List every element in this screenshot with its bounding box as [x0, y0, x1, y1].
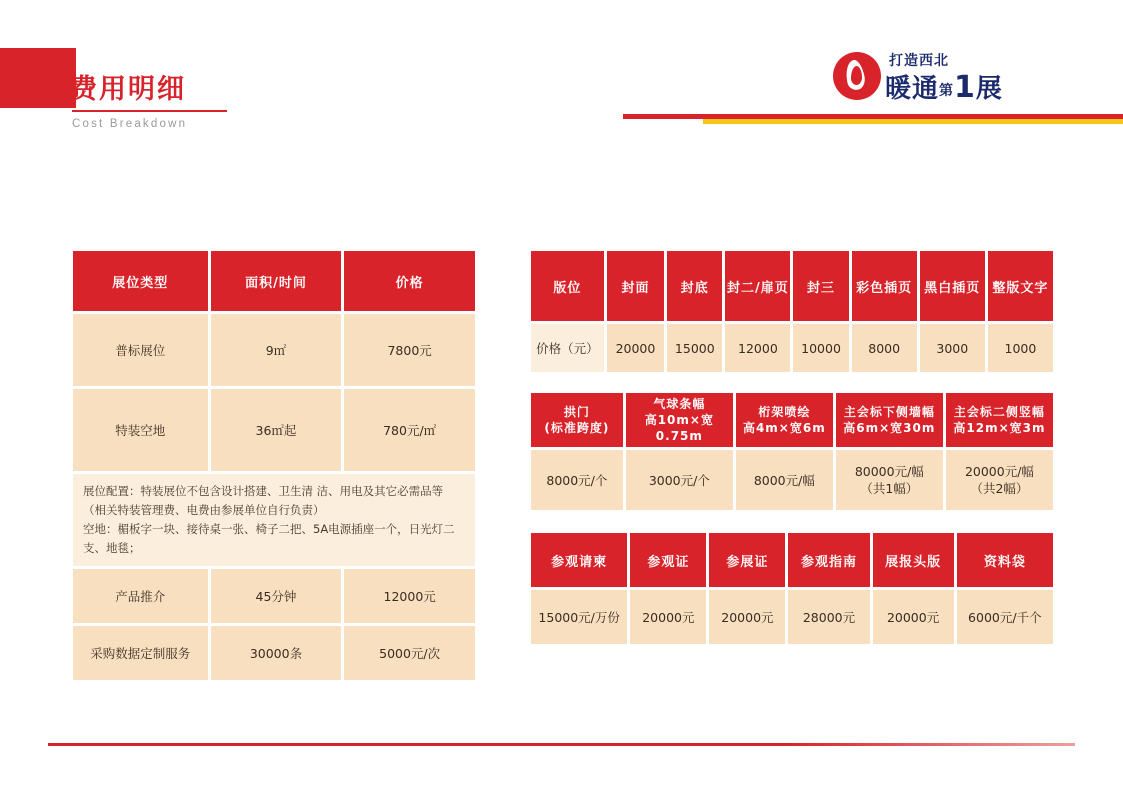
cell-price-bw-insert: 3000: [920, 324, 985, 372]
cell-product-promo-price: 12000元: [344, 569, 475, 623]
col-header-main-banner-vertical: [946, 393, 1053, 447]
col-header-visitor-guide: 参观指南: [788, 533, 869, 587]
header-color-bars: [623, 114, 1123, 124]
table-row: [531, 450, 1053, 510]
cell-price-truss-line1: 8000元/幅: [753, 472, 815, 488]
cell-data-service-qty: 30000条: [211, 626, 342, 680]
page-subtitle: Cost Breakdown: [72, 118, 188, 130]
col-header-front-cover: 封面: [607, 251, 665, 321]
col-header-balloon-banner: [626, 393, 733, 447]
outdoor-ad-table: [528, 390, 1056, 513]
cell-price-front-cover: 20000: [607, 324, 665, 372]
cell-price-arch: [531, 450, 623, 510]
col-header-inside-front: 封二/扉页: [725, 251, 790, 321]
col-header-area-time: 面积/时间: [211, 251, 342, 311]
cell-standard-booth-name: 普标展位: [73, 314, 208, 386]
outdoor-ad-grid: [528, 390, 1056, 513]
logo-title-part1: 暖通: [885, 74, 940, 104]
table-row: [73, 569, 475, 623]
col-header-main-vertical-line1: 主会标二侧竖幅: [953, 405, 1045, 419]
ad-placement-grid: [528, 248, 1056, 375]
col-header-booth-type: 展位类型: [73, 251, 208, 311]
col-header-newspaper-header: 展报头版: [873, 533, 954, 587]
cell-product-promo-name: 产品推介: [73, 569, 208, 623]
cell-standard-booth-price: 7800元: [344, 314, 475, 386]
cell-price-truss: [736, 450, 833, 510]
cell-product-promo-time: 45分钟: [211, 569, 342, 623]
visitor-material-table: [528, 530, 1056, 647]
col-header-arch: [531, 393, 623, 447]
cell-data-service-price: 5000元/次: [344, 626, 475, 680]
table-header-row: [73, 251, 475, 311]
table-header-row: [531, 393, 1053, 447]
cell-price-visitor-badge: 20000元: [630, 590, 706, 644]
col-header-truss-print: [736, 393, 833, 447]
col-header-arch-line2: (标准跨度): [544, 421, 610, 435]
col-header-inside-back: 封三: [793, 251, 848, 321]
cell-price-main-vertical-line2: （共2幅）: [970, 481, 1029, 496]
table-row: [531, 590, 1053, 644]
cell-price-exhibitor-badge: 20000元: [709, 590, 785, 644]
cell-price-main-lower-line1: 80000元/幅: [854, 464, 924, 479]
cell-price-invitation: 15000元/万份: [531, 590, 627, 644]
col-header-truss-line1: 桁架喷绘: [758, 405, 811, 419]
col-header-balloon-line2: 高10m×宽0.75m: [644, 413, 714, 443]
logo-title: [885, 68, 1003, 105]
table-header-row: [531, 251, 1053, 321]
logo-title-number: 1: [954, 70, 976, 105]
col-header-balloon-line1: 气球条幅: [653, 397, 706, 411]
cell-price-newspaper-header: 20000元: [873, 590, 954, 644]
table-row: [73, 389, 475, 471]
cell-price-inside-back: 10000: [793, 324, 848, 372]
cell-price-main-lower-line2: （共1幅）: [860, 481, 919, 496]
footer-divider: [48, 743, 1075, 746]
table-note-row: [73, 474, 475, 566]
cell-standard-booth-area: 9㎡: [211, 314, 342, 386]
header-bar-yellow: [703, 119, 1123, 124]
cell-price-main-vertical-line1: 20000元/幅: [964, 464, 1034, 479]
col-header-price: 价格: [344, 251, 475, 311]
table-header-row: [531, 533, 1053, 587]
col-header-invitation: 参观请柬: [531, 533, 627, 587]
logo-title-small: 第: [939, 83, 955, 99]
col-header-visitor-badge: 参观证: [630, 533, 706, 587]
header-accent-block: [0, 48, 76, 108]
cell-data-service-name: 采购数据定制服务: [73, 626, 208, 680]
cell-price-visitor-guide: 28000元: [788, 590, 869, 644]
ad-placement-table: [528, 248, 1056, 375]
col-header-main-lower-line1: 主会标下侧墙幅: [843, 405, 935, 419]
cell-custom-space-area: 36㎡起: [211, 389, 342, 471]
col-header-main-vertical-line2: 高12m×宽3m: [953, 421, 1046, 435]
col-header-full-page-text: 整版文字: [988, 251, 1053, 321]
col-header-bw-insert: 黑白插页: [920, 251, 985, 321]
flame-icon: [833, 52, 881, 100]
cell-price-main-lower: [836, 450, 943, 510]
booth-配置-note: [73, 474, 475, 566]
row-label-price: 价格（元）: [531, 324, 604, 372]
col-header-main-banner-lower: [836, 393, 943, 447]
cell-price-inside-front: 12000: [725, 324, 790, 372]
table-row: [73, 314, 475, 386]
note-line-3: 空地：楣板字一块、接待桌一张、椅子二把、5A电源插座一个，日光灯二支、地毯；: [83, 522, 455, 555]
cell-custom-space-name: 特装空地: [73, 389, 208, 471]
cell-price-main-vertical: [946, 450, 1053, 510]
visitor-material-grid: [528, 530, 1056, 647]
col-header-placement: 版位: [531, 251, 604, 321]
table-row: [73, 626, 475, 680]
cell-price-material-bag: 6000元/千个: [957, 590, 1053, 644]
booth-price-table: [70, 248, 478, 683]
cell-price-balloon: [626, 450, 733, 510]
cell-price-arch-line1: 8000元/个: [546, 472, 608, 488]
brand-logo: [833, 48, 1063, 106]
note-line-2: （相关特装管理费、电费由参展单位自行负责）: [83, 503, 325, 517]
booth-price-table-grid: [70, 248, 478, 683]
page-title: 费用明细: [70, 74, 186, 105]
cell-price-balloon-line1: 3000元/个: [648, 472, 710, 488]
note-line-1: 展位配置：特装展位不包含设计搭建、卫生清 洁、用电及其它必需品等: [83, 484, 444, 498]
cell-price-color-insert: 8000: [852, 324, 917, 372]
table-row: [531, 324, 1053, 372]
col-header-back-cover: 封底: [667, 251, 722, 321]
logo-title-part2: 展: [975, 74, 1003, 104]
col-header-main-lower-line2: 高6m×宽30m: [843, 421, 936, 435]
title-underline: [72, 110, 227, 112]
cell-price-full-page-text: 1000: [988, 324, 1053, 372]
logo-slogan: 打造西北: [889, 53, 949, 69]
col-header-color-insert: 彩色插页: [852, 251, 917, 321]
col-header-arch-line1: 拱门: [563, 405, 590, 419]
col-header-truss-line2: 高4m×宽6m: [742, 421, 826, 435]
cell-custom-space-price: 780元/㎡: [344, 389, 475, 471]
col-header-exhibitor-badge: 参展证: [709, 533, 785, 587]
page-title-zone: [70, 74, 400, 130]
cell-price-back-cover: 15000: [667, 324, 722, 372]
col-header-material-bag: 资料袋: [957, 533, 1053, 587]
